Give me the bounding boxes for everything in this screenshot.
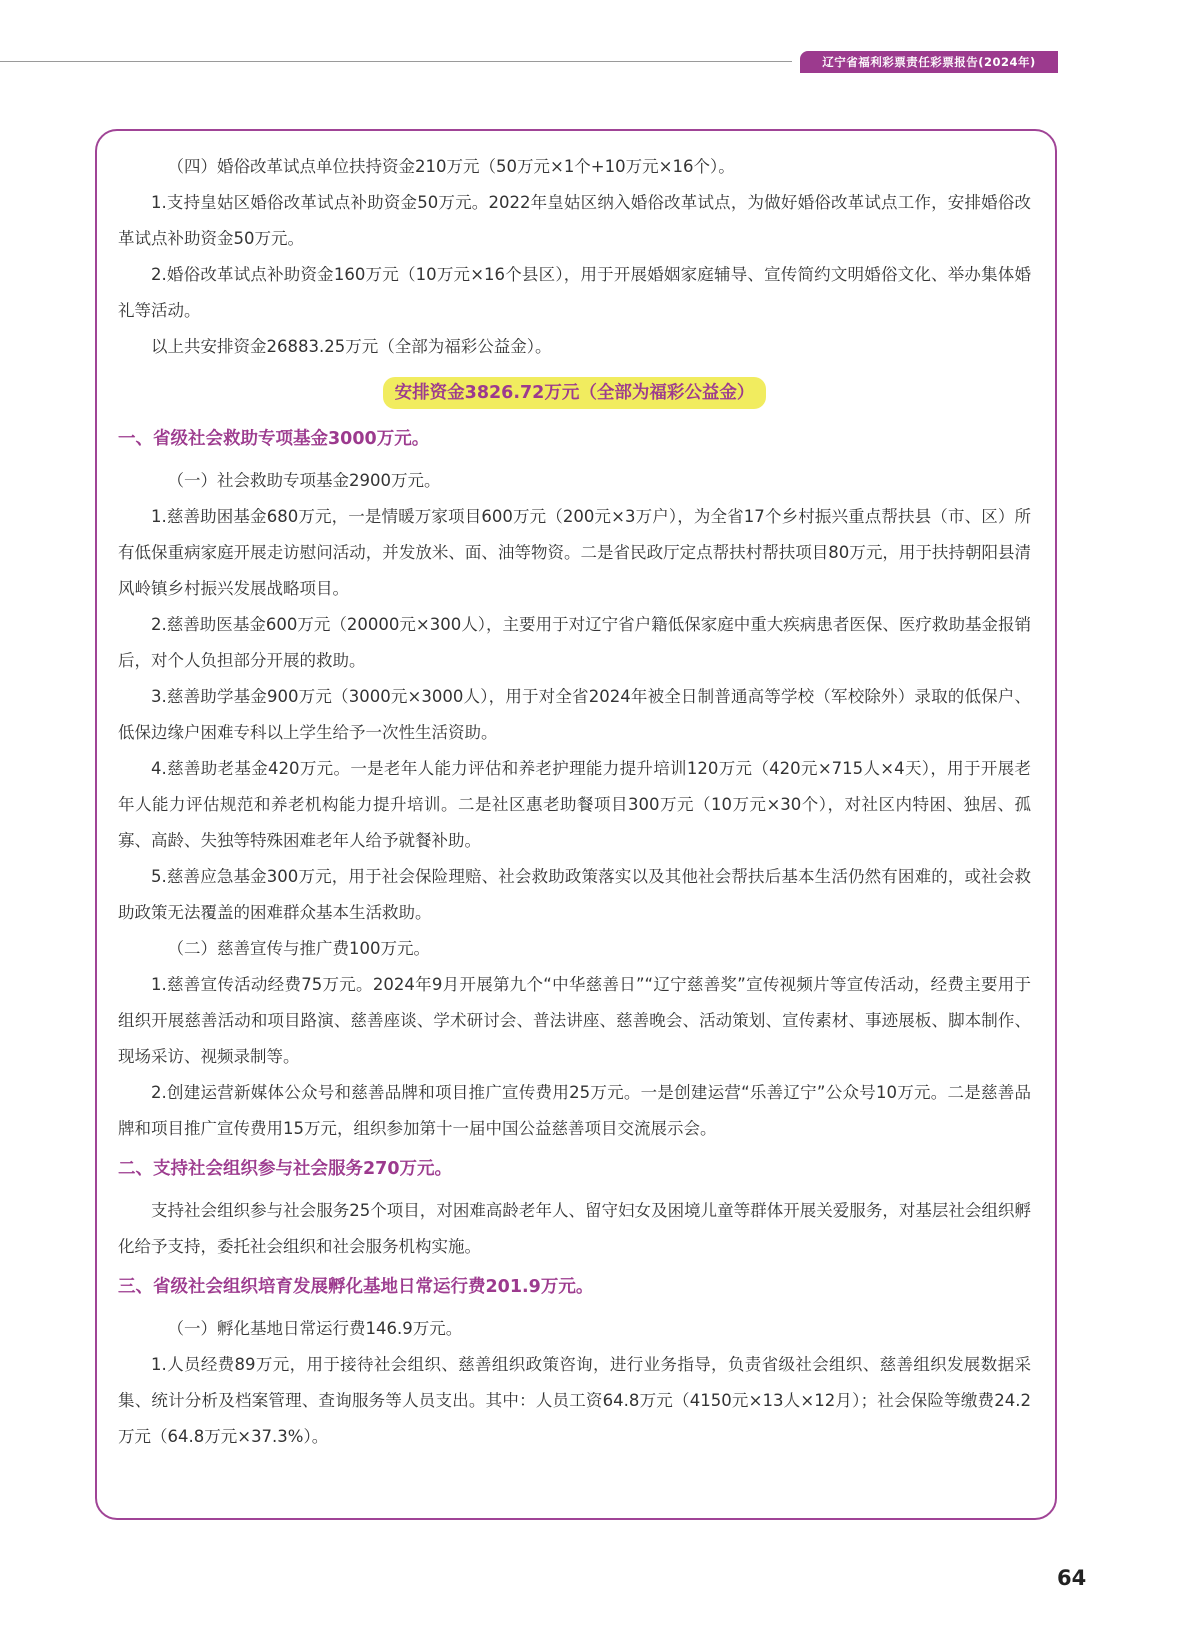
paragraph: 2.婚俗改革试点补助资金160万元（10万元×16个县区），用于开展婚姻家庭辅导、宣传简约文明婚俗文化、举办集体婚礼等活动。 [118,265,1031,320]
header-rule [0,61,792,62]
section-heading-1: 一、省级社会救助专项基金3000万元。 [118,429,430,449]
paragraph: （一）孵化基地日常运行费146.9万元。 [167,1319,463,1338]
intro-block [118,149,1031,365]
section-1-body [118,463,1031,1147]
paragraph: 1.人员经费89万元，用于接待社会组织、慈善组织政策咨询，进行业务指导，负责省级社会组织、慈善组织发展数据采集、统计分析及档案管理、查询服务等人员支出。其中：人员工资64.8万元（4150元×13人×12月）；社会保险等缴费24.2万元（64.8万元×37.3%）。 [118,1355,1031,1446]
paragraph: （一）社会救助专项基金2900万元。 [167,471,441,490]
paragraph: 5.慈善应急基金300万元，用于社会保险理赔、社会救助政策落实以及其他社会帮扶后基本生活仍然有困难的，或社会救助政策无法覆盖的困难群众基本生活救助。 [118,867,1031,922]
content-panel [95,129,1057,1520]
paragraph: （四）婚俗改革试点单位扶持资金210万元（50万元×1个+10万元×16个）。 [167,157,735,176]
section-2-body [118,1193,1031,1265]
report-title-tab: 辽宁省福利彩票责任彩票报告(2024年) [800,51,1058,73]
highlight-row [118,377,1031,409]
paragraph: 2.创建运营新媒体公众号和慈善品牌和项目推广宣传费用25万元。一是创建运营“乐善辽宁”公众号10万元。二是慈善品牌和项目推广宣传费用15万元，组织参加第十一届中国公益慈善项目交流展示会。 [118,1083,1031,1138]
section-heading-3: 三、省级社会组织培育发展孵化基地日常运行费201.9万元。 [118,1277,594,1297]
funding-highlight-banner: 安排资金3826.72万元（全部为福彩公益金） [383,377,767,409]
paragraph: 以上共安排资金26883.25万元（全部为福彩公益金）。 [151,337,552,356]
section-3-body [118,1311,1031,1455]
paragraph: 4.慈善助老基金420万元。一是老年人能力评估和养老护理能力提升培训120万元（420元×715人×4天），用于开展老年人能力评估规范和养老机构能力提升培训。二是社区惠老助餐项目300万元（10万元×30个），对社区内特困、独居、孤寡、高龄、失独等特殊困难老年人给予就餐补助。 [118,759,1031,850]
paragraph: 3.慈善助学基金900万元（3000元×3000人），用于对全省2024年被全日制普通高等学校（军校除外）录取的低保户、低保边缘户困难专科以上学生给予一次性生活资助。 [118,687,1031,742]
paragraph: （二）慈善宣传与推广费100万元。 [167,939,430,958]
section-heading-2: 二、支持社会组织参与社会服务270万元。 [118,1159,453,1179]
paragraph: 1.慈善宣传活动经费75万元。2024年9月开展第九个“中华慈善日”“辽宁慈善奖”宣传视频片等宣传活动，经费主要用于组织开展慈善活动和项目路演、慈善座谈、学术研讨会、普法讲座、慈善晚会、活动策划、宣传素材、事迹展板、脚本制作、现场采访、视频录制等。 [118,975,1031,1066]
paragraph: 1.慈善助困基金680万元，一是情暖万家项目600万元（200元×3万户），为全省17个乡村振兴重点帮扶县（市、区）所有低保重病家庭开展走访慰问活动，并发放米、面、油等物资。二是省民政厅定点帮扶村帮扶项目80万元，用于扶持朝阳县清风岭镇乡村振兴发展战略项目。 [118,507,1031,598]
paragraph: 1.支持皇姑区婚俗改革试点补助资金50万元。2022年皇姑区纳入婚俗改革试点，为做好婚俗改革试点工作，安排婚俗改革试点补助资金50万元。 [118,193,1031,248]
page-number: 64 [1057,1566,1087,1590]
paragraph: 2.慈善助医基金600万元（20000元×300人），主要用于对辽宁省户籍低保家庭中重大疾病患者医保、医疗救助基金报销后，对个人负担部分开展的救助。 [118,615,1031,670]
paragraph: 支持社会组织参与社会服务25个项目，对困难高龄老年人、留守妇女及困境儿童等群体开展关爱服务，对基层社会组织孵化给予支持，委托社会组织和社会服务机构实施。 [118,1201,1031,1256]
